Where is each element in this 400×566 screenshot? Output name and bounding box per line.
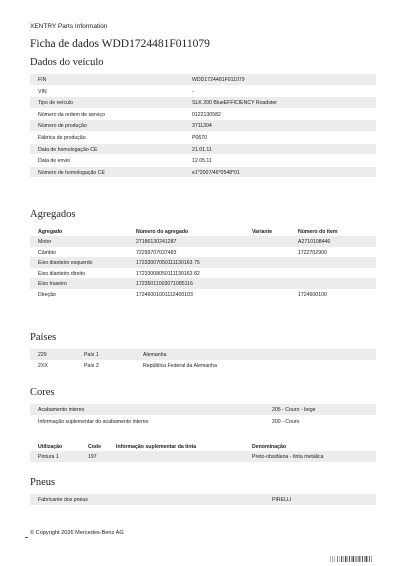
- vehicle-row-fin: [30, 74, 376, 86]
- aggregate-item: A2710108446: [298, 239, 331, 245]
- vehicle-row-homologation-date: [30, 144, 376, 156]
- tire-value: PIRELLI: [272, 497, 292, 503]
- paint-code: 197: [88, 454, 97, 460]
- aggregate-name: Motor: [38, 239, 52, 245]
- vehicle-row-production-number: [30, 120, 376, 132]
- aggregate-number: 72299707037483: [136, 249, 177, 256]
- table-row: [30, 451, 376, 462]
- copyright-footer: © Copyright 2026 Mercedes-Benz AG: [30, 530, 124, 536]
- country-code: 2XX: [38, 362, 48, 369]
- column-header-usage: Utilização: [38, 443, 63, 450]
- table-row: [30, 278, 376, 289]
- vehicle-value: 0122130582: [192, 111, 221, 118]
- tire-label: Fabricante dos pneus: [38, 497, 88, 503]
- table-row: [30, 257, 376, 268]
- vehicle-label: FIN: [38, 77, 47, 83]
- aggregate-name: Eixo dianteiro esquerdo: [38, 260, 93, 267]
- aggregate-name: Direção: [38, 291, 56, 298]
- country-label: País 1: [84, 352, 99, 358]
- vehicle-row-order: [30, 109, 376, 121]
- column-header-variant: Variante: [252, 228, 273, 235]
- tires-table: [30, 494, 376, 506]
- vehicle-value: P0670: [192, 134, 208, 141]
- table-row: [30, 236, 376, 247]
- page-title: Ficha de dados WDD1724481F011079: [30, 38, 210, 50]
- aggregate-item: 1722702900: [298, 249, 327, 256]
- vehicle-value: 21.01.11: [192, 146, 212, 153]
- country-label: País 2: [84, 362, 99, 369]
- countries-table: [30, 349, 376, 370]
- vehicle-label: Fábrica de produção: [38, 134, 86, 141]
- section-title-aggregates: Agregados: [30, 209, 76, 220]
- color-value: 200 - Couro: [272, 418, 300, 425]
- paint-table: [30, 441, 376, 462]
- aggregate-number: 17235011003071085116: [136, 281, 193, 288]
- page-mark: [25, 537, 28, 538]
- table-row: [30, 289, 376, 300]
- aggregate-number: 17233008050111130163 82: [136, 270, 200, 277]
- table-row: [30, 360, 376, 371]
- paint-header-row: [30, 441, 376, 451]
- vehicle-value: SLK 200 BlueEFFICIENCY Roadster: [192, 100, 277, 107]
- table-row: [30, 349, 376, 360]
- vehicle-row-type: [30, 97, 376, 109]
- aggregate-number: 17246001001112400103: [136, 291, 193, 298]
- aggregate-item: 1724600100: [298, 291, 327, 298]
- section-title-tires: Pneus: [30, 477, 56, 488]
- aggregate-number: 27186130241287: [136, 239, 177, 245]
- column-header-name: Denominação: [252, 443, 287, 450]
- country-code: 229: [38, 352, 47, 358]
- colors-table: [30, 404, 376, 427]
- vehicle-value: 3711304: [192, 123, 212, 130]
- vehicle-label: Data de envio: [38, 158, 71, 165]
- vehicle-value: 12.05.11: [192, 158, 212, 165]
- vehicle-label: Número da ordem de serviço: [38, 111, 105, 118]
- vehicle-label: Número de homologação CE: [38, 169, 105, 176]
- country-name: República Federal da Alemanha: [143, 362, 217, 369]
- vehicle-value: e1*2007/46*0548*01: [192, 169, 240, 176]
- vehicle-row-vin: [30, 86, 376, 98]
- table-row: [30, 268, 376, 279]
- column-header-aggregate: Agregado: [38, 228, 63, 235]
- country-name: Alemanha: [143, 352, 167, 358]
- section-title-colors: Cores: [30, 387, 55, 398]
- table-row: [30, 416, 376, 428]
- aggregate-name: Câmbio: [38, 249, 56, 256]
- app-header: XENTRY Parts Information: [30, 23, 108, 30]
- section-title-vehicle: Dados do veículo: [30, 57, 104, 68]
- aggregate-name: Eixo traseiro: [38, 281, 67, 288]
- column-header-item: Número do item: [298, 228, 338, 235]
- table-row: [30, 494, 376, 506]
- aggregates-header-row: [30, 226, 376, 236]
- vehicle-value: WDD1724481F011079: [192, 77, 245, 83]
- table-row: [30, 247, 376, 258]
- vehicle-label: Número de produção: [38, 123, 87, 130]
- table-row: [30, 404, 376, 416]
- column-header-number: Número do agregado: [136, 228, 189, 235]
- paint-usage: Pintura 1: [38, 454, 59, 460]
- aggregate-number: 17233007050111130163 75: [136, 260, 200, 267]
- column-header-info: Informação suplementar da tinta: [116, 443, 197, 450]
- aggregate-name: Eixo dianteiro direito: [38, 270, 86, 277]
- vehicle-label: VIN: [38, 88, 47, 95]
- vehicle-value: -: [192, 88, 194, 95]
- paint-name: Preto-obsidiana - tinta metálica: [252, 454, 324, 460]
- color-label: Informação suplementar do acabamento interno: [38, 418, 149, 425]
- color-value: 205 - Couro - bege: [272, 407, 316, 413]
- column-header-code: Code: [88, 443, 101, 450]
- barcode-icon: [330, 556, 372, 562]
- vehicle-label: Data de homologação CE: [38, 146, 98, 153]
- section-title-countries: Países: [30, 332, 57, 343]
- vehicle-row-homologation-number: [30, 167, 376, 179]
- vehicle-data-table: [30, 74, 376, 178]
- vehicle-row-shipping-date: [30, 155, 376, 167]
- vehicle-label: Tipo de veículo: [38, 100, 73, 107]
- vehicle-row-factory: [30, 132, 376, 144]
- aggregates-table: [30, 226, 376, 300]
- color-label: Acabamento interno: [38, 407, 85, 413]
